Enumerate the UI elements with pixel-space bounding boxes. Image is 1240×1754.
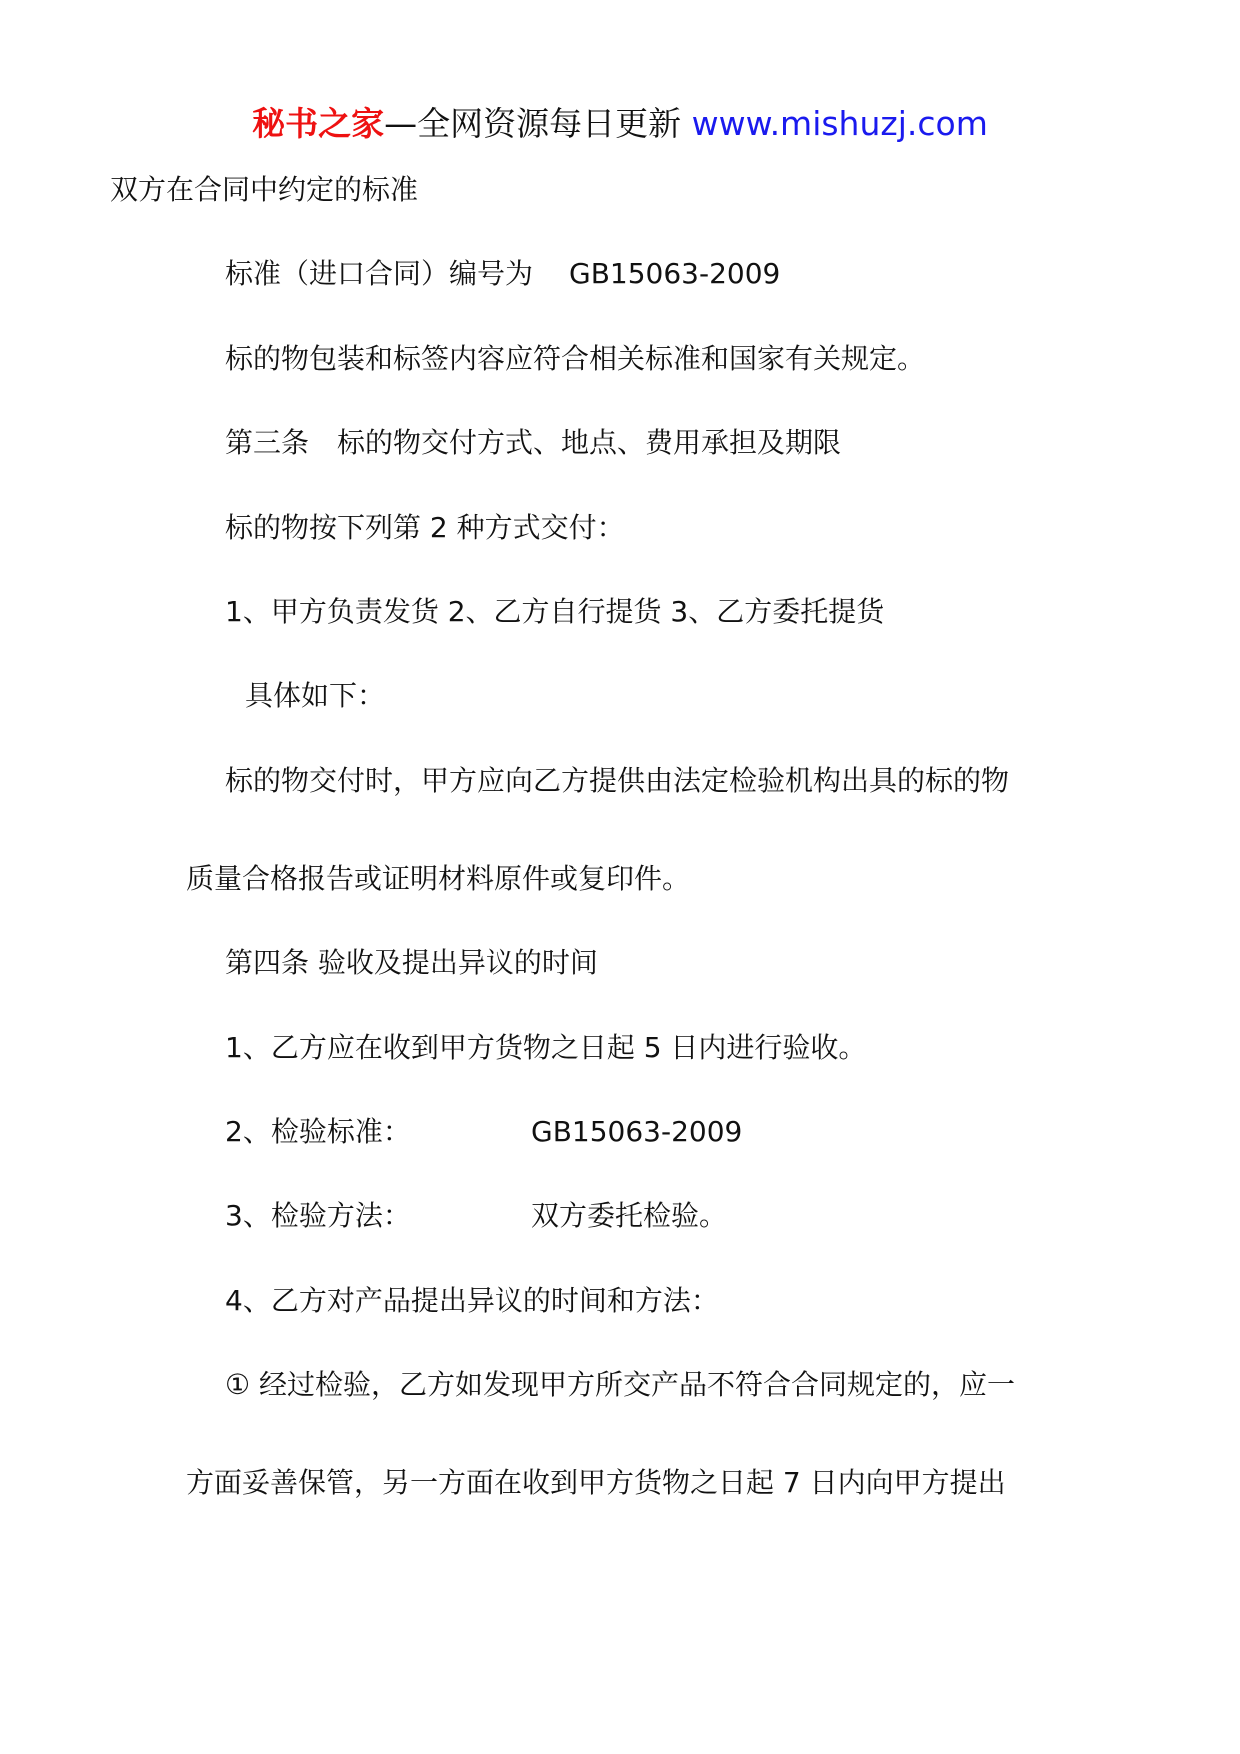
header-tagline: —全网资源每日更新 (384, 104, 682, 143)
article-title: 标的物交付方式、地点、费用承担及期限 (337, 426, 842, 459)
paragraph-line: 4、乙方对产品提出异议的时间和方法： (225, 1284, 719, 1317)
paragraph-line: 标的物按下列第 2 种方式交付： (225, 511, 625, 544)
standard-number-value: GB15063-2009 (569, 257, 781, 290)
article-heading (225, 423, 841, 463)
paragraph-line: 双方在合同中约定的标准 (110, 173, 419, 206)
header-url: www.mishuzj.com (691, 104, 988, 143)
inspection-method-value: 双方委托检验。 (531, 1199, 728, 1232)
paragraph-line: 标的物包装和标签内容应符合相关标准和国家有关规定。 (225, 342, 926, 375)
paragraph-line: 方面妥善保管，另一方面在收到甲方货物之日起 7 日内向甲方提出 (186, 1466, 1006, 1499)
inspection-standard-value: GB15063-2009 (531, 1115, 743, 1148)
paragraph-line: 标的物交付时，甲方应向乙方提供由法定检验机构出具的标的物 (225, 764, 1010, 797)
inspection-standard-line (225, 1112, 411, 1152)
article-number: 第三条 (225, 426, 310, 459)
page-header (0, 100, 1240, 148)
inspection-method-line (225, 1196, 411, 1236)
standard-number-line (225, 254, 780, 294)
paragraph-line: ① 经过检验，乙方如发现甲方所交产品不符合合同规定的，应一 (225, 1368, 1016, 1401)
inspection-method-label: 3、检验方法： (225, 1199, 411, 1232)
paragraph-line: 1、甲方负责发货 2、乙方自行提货 3、乙方委托提货 (225, 595, 885, 628)
paragraph-line: 1、乙方应在收到甲方货物之日起 5 日内进行验收。 (225, 1031, 867, 1064)
brand-name: 秘书之家 (252, 104, 385, 143)
standard-number-label: 标准（进口合同）编号为 (225, 257, 534, 290)
inspection-standard-label: 2、检验标准： (225, 1115, 411, 1148)
paragraph-line: 质量合格报告或证明材料原件或复印件。 (186, 862, 691, 895)
article-heading: 第四条 验收及提出异议的时间 (225, 946, 598, 979)
paragraph-line: 具体如下： (245, 679, 386, 712)
